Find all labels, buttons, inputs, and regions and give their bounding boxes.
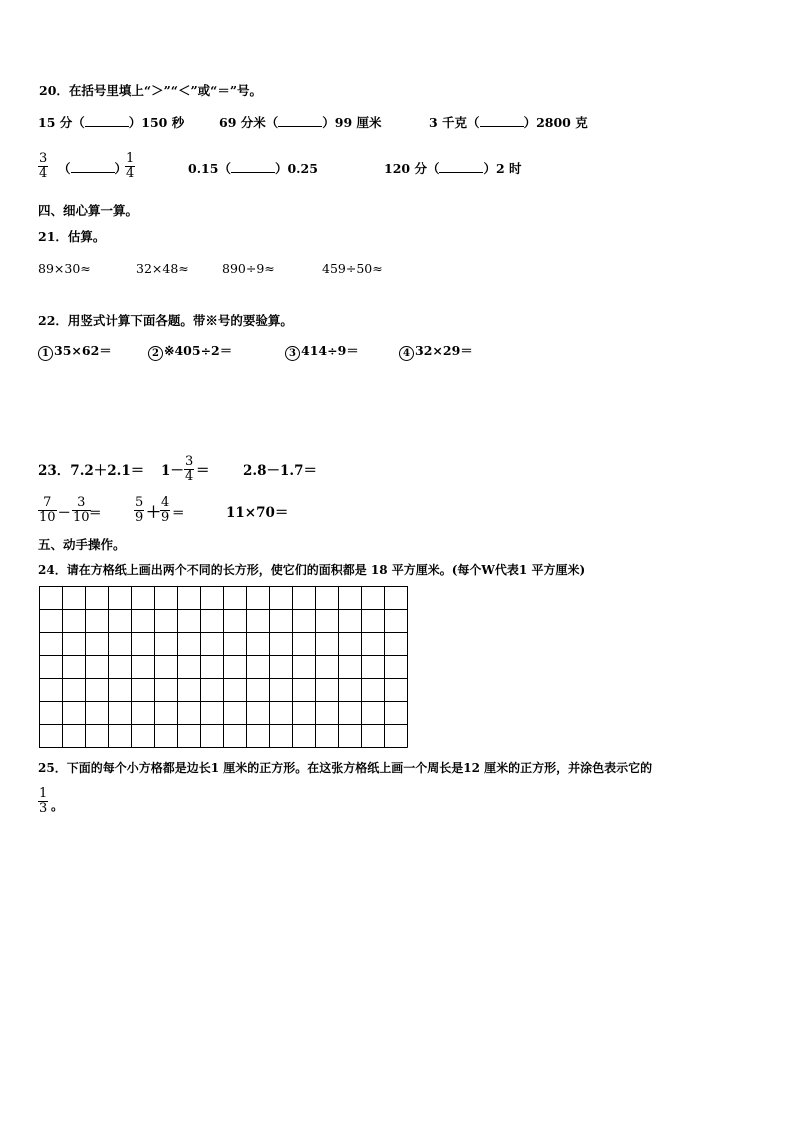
- q23-expr-4-operator: －: [58, 505, 71, 520]
- q25-suffix: 。: [51, 798, 64, 813]
- q21-item-3: 890÷9≈: [222, 261, 275, 276]
- q22-expression: 35×62＝: [54, 343, 112, 358]
- fraction-numerator: 7: [38, 496, 57, 511]
- q23-label: 23．: [38, 463, 71, 479]
- q20-item-5-right: ）0.25: [274, 161, 318, 176]
- q21-title: 21．估算。: [38, 229, 106, 244]
- section-4-heading: 四、细心算一算。: [38, 203, 139, 218]
- q23-expr-4-suffix: ＝: [89, 505, 102, 520]
- circled-number: 1: [38, 346, 53, 361]
- q20-fraction-a: [38, 152, 48, 181]
- q23-expr-2-prefix: 1－: [161, 463, 184, 479]
- q20-item-6: [384, 161, 522, 177]
- q24-title: 24．请在方格纸上画出两个不同的长方形，使它们的面积都是 18 平方厘米。(每个W代表1 平方厘米): [38, 563, 586, 577]
- q20-item-1-right: ）150 秒: [128, 115, 185, 130]
- fraction-numerator: 4: [161, 495, 170, 510]
- q23-expr-5-suffix: ＝: [172, 505, 185, 520]
- circled-number: 4: [399, 346, 414, 361]
- q25-fraction: [38, 787, 48, 816]
- fraction-numerator: 1: [126, 151, 135, 166]
- open-paren: （: [58, 161, 71, 176]
- fraction-denominator: 9: [161, 510, 170, 525]
- q22-expression: ※405÷2＝: [164, 343, 233, 358]
- answer-blank[interactable]: [71, 161, 115, 173]
- q20-item-3-right: ）2800 克: [523, 115, 588, 130]
- q21-item-2: 32×48≈: [136, 261, 189, 276]
- answer-blank[interactable]: [480, 115, 524, 127]
- section-5-heading: 五、动手操作。: [38, 537, 126, 552]
- q25-title: 25．下面的每个小方格都是边长1 厘米的正方形。在这张方格纸上画一个周长是12 厘米的正方形，并涂色表示它的: [38, 761, 653, 775]
- q20-item-3-left: 3 千克（: [429, 115, 480, 130]
- q20-compare-blank-a: [58, 161, 127, 177]
- q23-expr-5-fraction-2: [160, 496, 170, 525]
- grid-paper[interactable]: [39, 586, 408, 752]
- fraction-denominator: 4: [39, 166, 48, 181]
- q20-item-6-right: ）2 时: [483, 161, 522, 176]
- grid-lines: [39, 586, 408, 748]
- q23-expr-5-fraction-1: [134, 496, 144, 525]
- q20-item-2-left: 69 分米（: [219, 115, 279, 130]
- q21-item-4: 459÷50≈: [322, 261, 383, 276]
- fraction-denominator: 10: [39, 510, 56, 525]
- q23-expr-4-fraction-2: [72, 496, 91, 525]
- circled-number: 3: [285, 346, 300, 361]
- q23-expr-3: 2.8－1.7＝: [243, 463, 317, 479]
- q23-label-expr-1: [38, 463, 144, 479]
- fraction-denominator: 4: [126, 166, 135, 181]
- q20-title: 20．在括号里填上“＞”“＜”或“＝”号。: [39, 83, 263, 98]
- q20-fraction-b: [125, 152, 135, 181]
- close-paren: ）: [114, 161, 128, 176]
- fraction-numerator: 3: [39, 151, 48, 166]
- q20-item-5: [188, 161, 318, 177]
- q22-title: 22．用竖式计算下面各题。带※号的要验算。: [38, 313, 293, 328]
- q23-expr-1: 7.2＋2.1＝: [70, 463, 145, 479]
- fraction-denominator: 4: [185, 469, 194, 484]
- fraction-denominator: 3: [39, 801, 48, 816]
- q21-item-1: 89×30≈: [38, 261, 91, 276]
- answer-blank[interactable]: [439, 161, 483, 173]
- circled-number: 2: [148, 346, 163, 361]
- q22-item-4: [399, 343, 473, 361]
- fraction-denominator: 10: [73, 510, 90, 525]
- q20-item-2: [219, 115, 382, 131]
- answer-blank[interactable]: [231, 161, 275, 173]
- q22-item-1: [38, 343, 112, 361]
- fraction-numerator: 5: [135, 495, 144, 510]
- answer-blank[interactable]: [278, 115, 322, 127]
- q22-item-3: [285, 343, 359, 361]
- answer-blank[interactable]: [85, 115, 129, 127]
- q23-expr-2-suffix: ＝: [196, 463, 210, 479]
- q20-item-6-left: 120 分（: [384, 161, 440, 176]
- fraction-numerator: 3: [185, 454, 194, 469]
- q22-item-2: [148, 343, 232, 361]
- q20-item-2-right: ）99 厘米: [322, 115, 382, 130]
- q20-item-1-left: 15 分（: [38, 115, 85, 130]
- fraction-denominator: 9: [135, 510, 144, 525]
- q22-expression: 414÷9＝: [301, 343, 359, 358]
- q23-expr-6: 11×70＝: [226, 505, 289, 521]
- q20-item-3: [429, 115, 588, 131]
- q23-expr-2-fraction: [184, 455, 194, 484]
- q23-expr-5-operator: ＋: [146, 503, 162, 521]
- fraction-numerator: 1: [39, 786, 48, 801]
- q20-item-5-left: 0.15（: [188, 161, 231, 176]
- q23-expr-4-fraction-1: [38, 496, 57, 525]
- fraction-numerator: 3: [72, 496, 91, 511]
- q20-item-1: [38, 115, 184, 131]
- q22-expression: 32×29＝: [415, 343, 473, 358]
